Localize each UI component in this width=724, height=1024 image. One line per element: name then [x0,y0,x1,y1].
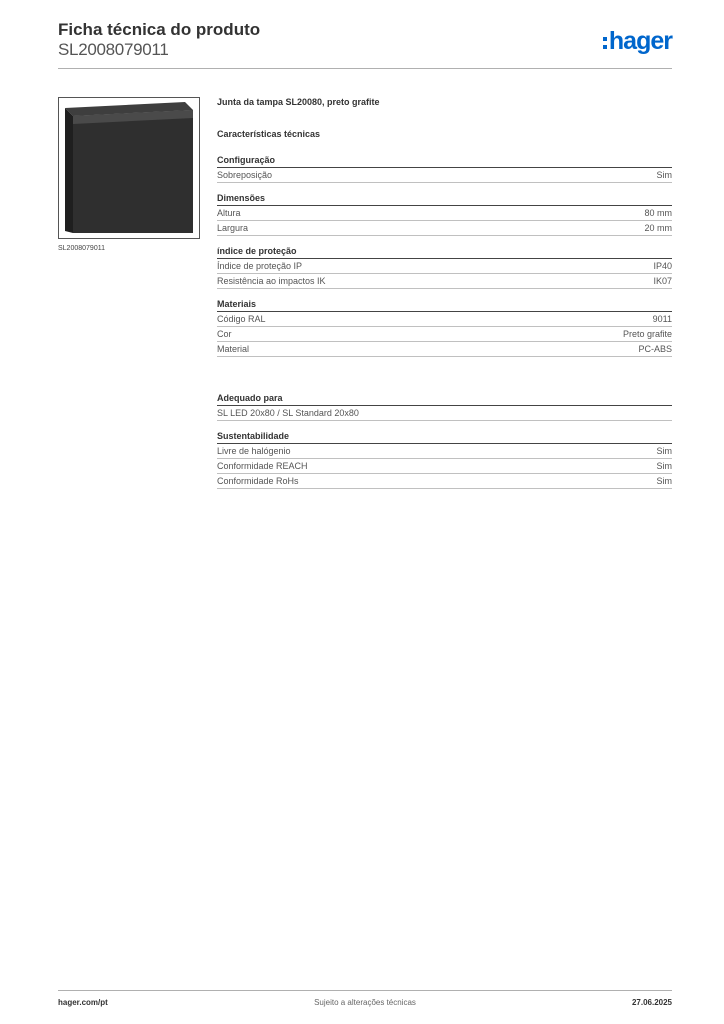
group-sustainability [217,430,672,489]
spec-label: Cor [217,329,232,339]
group-configuration [217,154,672,183]
group-title: Materiais [217,298,672,312]
group-dimensions [217,192,672,236]
product-code: SL2008079011 [58,40,169,59]
spec-label: Código RAL [217,314,266,324]
spec-label: Índice de proteção IP [217,261,303,271]
spec-row [217,474,672,489]
footer-divider [58,990,672,991]
group-title: Configuração [217,154,672,168]
spec-label: Material [217,344,250,354]
spec-value: Sim [656,476,672,486]
spec-row [217,259,672,274]
spec-label: SL LED 20x80 / SL Standard 20x80 [217,408,359,418]
group-title: índice de proteção [217,245,672,259]
group-title: Adequado para [217,392,672,406]
spec-label: Altura [217,208,241,218]
spec-value: 20 mm [644,223,672,233]
spec-row [217,168,672,183]
group-materials [217,298,672,357]
spec-label: Livre de halógenio [217,446,291,456]
header-divider [58,68,672,69]
spec-row [217,444,672,459]
spec-value: Sim [656,461,672,471]
product-image [58,97,200,239]
page-header [58,20,672,60]
group-title: Dimensões [217,192,672,206]
spec-section [217,96,672,489]
spec-value: 9011 [652,314,672,324]
spec-row [217,342,672,357]
spec-row [217,459,672,474]
footer-note: Sujeito a alterações técnicas [314,998,416,1007]
image-caption: SL2008079011 [58,245,105,252]
spec-row [217,312,672,327]
logo-text: hager [608,27,672,55]
spec-row [217,221,672,236]
spec-label: Conformidade REACH [217,461,308,471]
spec-value: Sim [656,446,672,456]
group-suitable-for [217,392,672,421]
spec-label: Resistência ao impactos IK [217,276,326,286]
spec-value: Preto grafite [622,329,672,339]
spec-value: Sim [656,170,672,180]
spec-row [217,274,672,289]
spec-value: IP40 [653,261,672,271]
spec-row [217,206,672,221]
spec-row [217,406,672,421]
spec-value: 80 mm [644,208,672,218]
group-protection [217,245,672,289]
spec-value: IK07 [653,276,672,286]
footer-date: 27.06.2025 [631,998,672,1007]
spec-row [217,327,672,342]
spec-value: PC-ABS [638,344,672,354]
footer-website-link[interactable]: hager.com/pt [58,998,108,1007]
technical-heading: Características técnicas [217,129,321,139]
spec-label: Sobreposição [217,170,273,180]
hager-logo [603,28,672,54]
group-title: Sustentabilidade [217,430,672,444]
logo-dots-icon [603,37,607,49]
spec-label: Largura [217,223,249,233]
product-name: Junta da tampa SL20080, preto grafite [217,97,380,107]
spec-label: Conformidade RoHs [217,476,299,486]
document-title: Ficha técnica do produto [58,20,261,39]
cover-joint-illustration [59,98,199,238]
